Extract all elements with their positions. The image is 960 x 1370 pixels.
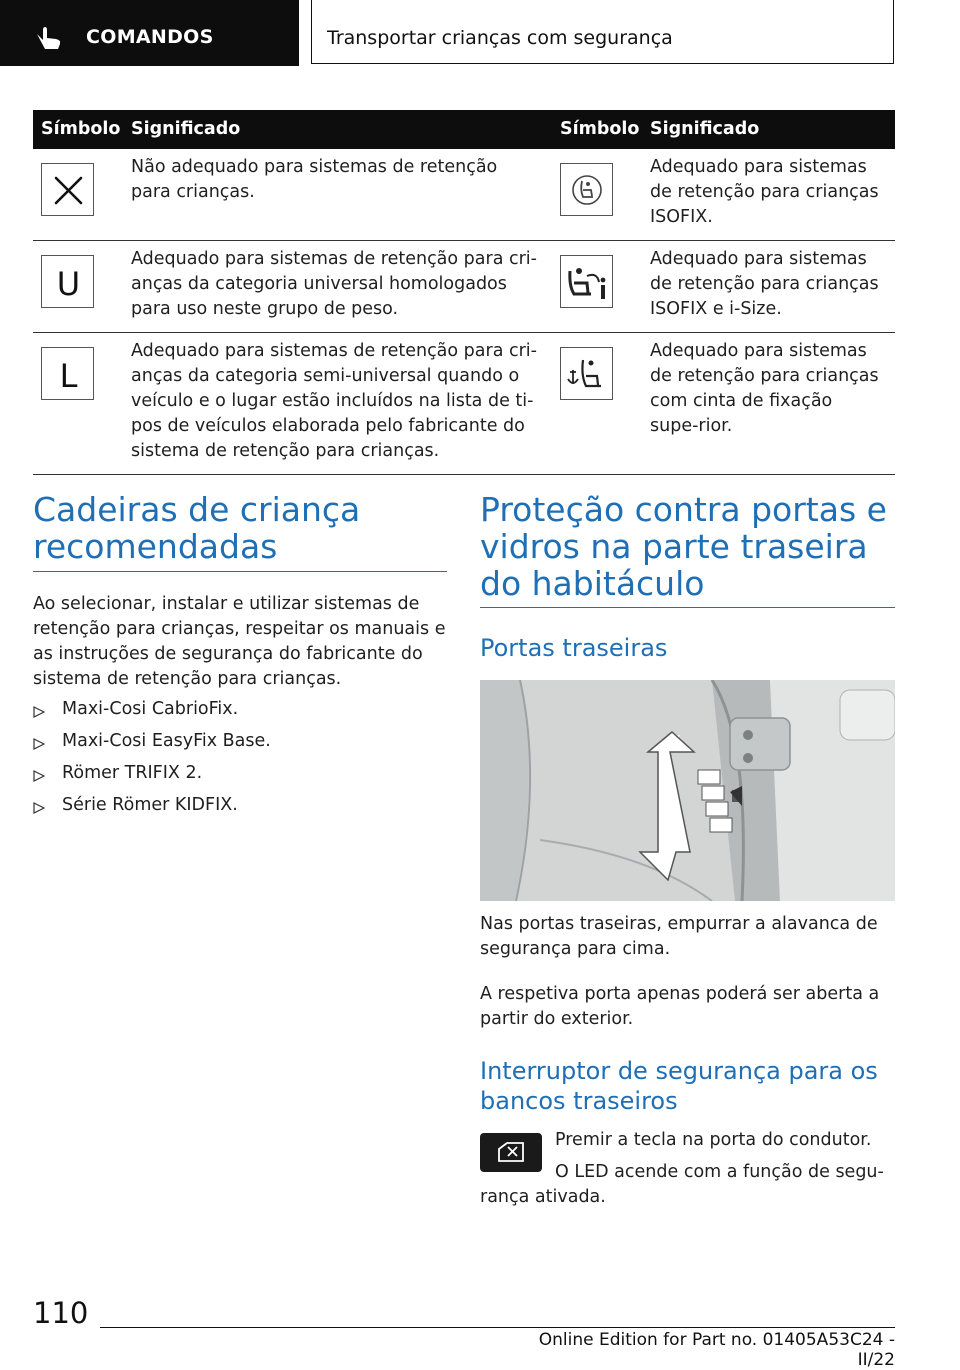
- list-item: Maxi-Cosi EasyFix Base.: [33, 729, 271, 761]
- table-row: [33, 333, 895, 475]
- footer-rule: [100, 1327, 895, 1328]
- edition-note: Online Edition for Part no. 01405A53C24 - II/22: [538, 1330, 895, 1370]
- svg-text:L: L: [59, 357, 78, 395]
- triangle-bullet-icon: [33, 706, 45, 718]
- table-header-cell: Símbolo: [552, 110, 642, 149]
- isofix-seat-icon: [560, 163, 613, 216]
- triangle-bullet-icon: [33, 802, 45, 814]
- triangle-bullet-icon: [33, 738, 45, 750]
- subheading-rear-safety-switch: Interruptor de segurança para os bancos traseiros: [480, 1057, 878, 1115]
- intro-paragraph: Ao selecionar, instalar e utilizar sistemas de retenção para crianças, respeitar os manuais e as instruções de segurança do fabricante do sistema de retenção para crianças.: [33, 594, 446, 689]
- table-cell: Não adequado para sistemas de retenção para crianças.: [123, 149, 552, 241]
- letter-u-icon: [41, 255, 94, 308]
- section-title: COMANDOS: [86, 26, 214, 48]
- table-header-cell: Significado: [642, 110, 895, 149]
- chapter-title: Transportar crianças com segurança: [327, 27, 673, 49]
- subheading-rear-doors: Portas traseiras: [480, 634, 668, 662]
- heading-rule: [33, 571, 447, 572]
- isofix-isize-icon: [560, 255, 613, 308]
- letter-l-icon: [41, 347, 94, 400]
- table-cell: Adequado para sistemas de retenção para cri-anças da categoria semi-universal quando o veículo e o lugar estão incluídos na lista de ti-pos de veículos elaborada pelo fabricante do sistema de retenção para crianças.: [123, 333, 552, 475]
- paragraph: Premir a tecla na porta do condutor.: [555, 1130, 872, 1150]
- table-cell: Adequado para sistemas de retenção para cri-anças da categoria universal homologados para uso neste grupo de peso.: [123, 241, 552, 333]
- top-tether-seat-icon: [560, 347, 613, 400]
- heading-rule: [480, 607, 895, 608]
- door-lock-illustration: [480, 680, 895, 901]
- page-number: 110: [33, 1296, 89, 1330]
- table-cell: Adequado para sistemas de retenção para crianças com cinta de fixação supe-rior.: [642, 333, 895, 475]
- recommended-seats-list: [33, 697, 271, 825]
- svg-text:U: U: [56, 265, 81, 303]
- table-cell: Adequado para sistemas de retenção para crianças ISOFIX.: [642, 149, 895, 241]
- hand-icon: [34, 24, 64, 50]
- section-tab: [0, 0, 299, 66]
- paragraph: Nas portas traseiras, empurrar a alavanca de segurança para cima.: [480, 914, 878, 959]
- list-item: Maxi-Cosi CabrioFix.: [33, 697, 271, 729]
- paragraph: A respetiva porta apenas poderá ser aberta a partir do exterior.: [480, 984, 880, 1029]
- section-heading-child-seats: Cadeiras de criança recomendadas: [33, 490, 361, 566]
- paragraph: O LED acende com a função de segu-rança ativada.: [480, 1162, 884, 1207]
- triangle-bullet-icon: [33, 770, 45, 782]
- list-item: Série Römer KIDFIX.: [33, 793, 271, 825]
- section-heading-door-protection: Proteção contra portas e vidros na parte traseira do habitáculo: [480, 490, 887, 603]
- chapter-tab: [311, 0, 894, 64]
- table-header-row: [33, 110, 895, 149]
- table-header-cell: Símbolo: [33, 110, 123, 149]
- table-row: [33, 149, 895, 241]
- x-mark-icon: [41, 163, 94, 216]
- symbols-table: [33, 110, 895, 475]
- list-item: Römer TRIFIX 2.: [33, 761, 271, 793]
- table-header-cell: Significado: [123, 110, 552, 149]
- table-cell: Adequado para sistemas de retenção para crianças ISOFIX e i-Size.: [642, 241, 895, 333]
- table-row: [33, 241, 895, 333]
